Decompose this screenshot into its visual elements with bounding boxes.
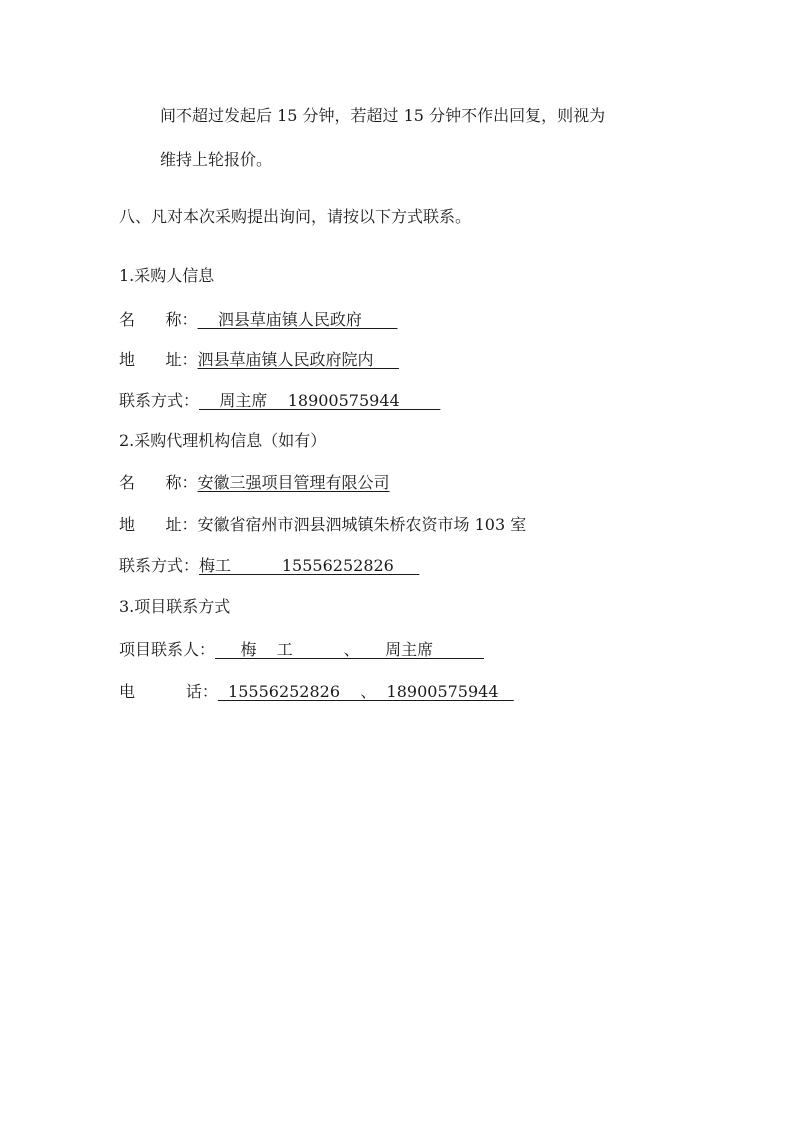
agency-address-value: 安徽省宿州市泗县泗城镇朱桥农资市场 103 室 [197,515,527,534]
field-label: 地 址： [119,350,198,369]
paragraph-continuation-line-2 [160,150,272,170]
field-label: 联系方式： [119,391,200,410]
project-phone-value: 15556252826 、 18900575944 [217,682,514,701]
paragraph-text: 维持上轮报价。 [160,150,273,169]
paragraph-continuation-line-1 [160,106,605,126]
field-label: 联系方式： [119,556,200,575]
agency-name-value: 安徽三强项目管理有限公司 [197,473,390,492]
agency-name-row [119,473,390,493]
section-8-heading: 八、凡对本次采购提出询问，请按以下方式联系。 [119,207,472,226]
purchaser-address-row [119,350,399,370]
project-person-value: 梅 工 、 周主席 [215,640,484,659]
agency-contact-row [119,556,419,576]
project-heading: 3.项目联系方式 [119,597,231,616]
purchaser-contact-value: 周主席 18900575944 [199,391,441,410]
agency-address-row [119,515,526,535]
field-label: 电 话： [119,682,218,701]
field-label: 地 址： [119,515,198,534]
field-label: 名 称： [119,310,198,329]
field-label: 名 称： [119,473,198,492]
purchaser-contact-row [119,391,440,411]
purchaser-name-value: 泗县草庙镇人民政府 [197,310,398,329]
agency-contact-value: 梅工 15556252826 [199,556,420,575]
purchaser-address-value: 泗县草庙镇人民政府院内 [197,350,399,369]
agency-heading: 2.采购代理机构信息（如有） [119,431,327,450]
purchaser-heading: 1.采购人信息 [119,266,215,285]
field-label: 项目联系人： [119,640,216,659]
project-phone-row [119,682,514,702]
purchaser-name-row [119,310,397,330]
project-person-row [119,640,484,660]
paragraph-text: 间不超过发起后 15 分钟，若超过 15 分钟不作出回复，则视为 [160,106,606,125]
